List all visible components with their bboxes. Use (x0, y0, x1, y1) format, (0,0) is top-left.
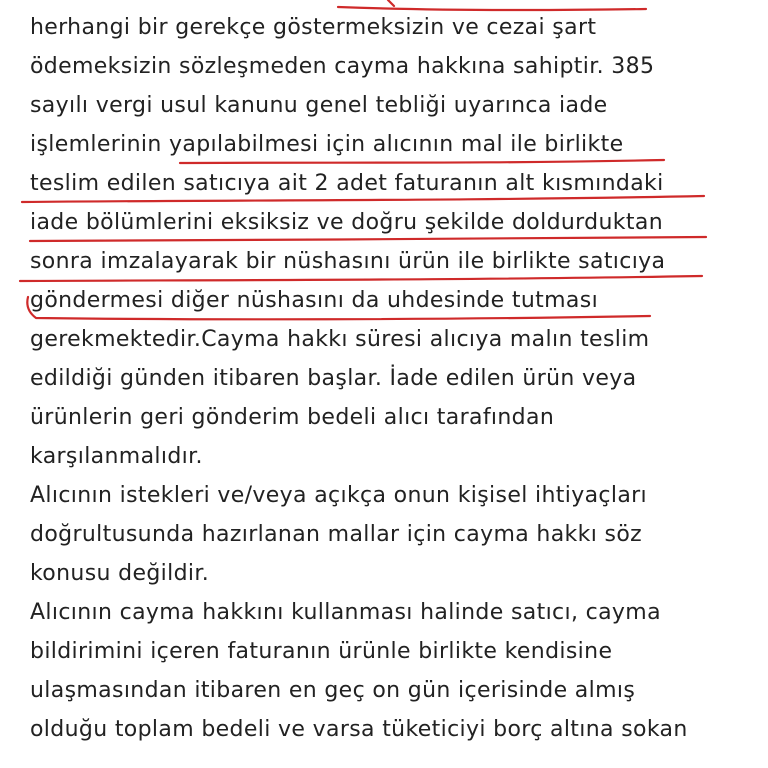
text-line: doğrultusunda hazırlanan mallar için cayma hakkı söz (30, 522, 643, 547)
text-line: bildirimini içeren faturanın ürünle birlikte kendisine (30, 639, 613, 664)
text-line: ödemeksizin sözleşmeden cayma hakkına sahiptir. 385 (30, 54, 655, 79)
ink-tick (388, 0, 394, 6)
text-line: gerekmektedir.Cayma hakkı süresi alıcıya malın teslim (30, 327, 650, 352)
text-line: Alıcının istekleri ve/veya açıkça onun kişisel ihtiyaçları (30, 483, 648, 508)
text-line: olduğu toplam bedeli ve varsa tüketiciyi borç altına sokan (30, 717, 688, 742)
text-line: teslim edilen satıcıya ait 2 adet faturanın alt kısmındaki (30, 171, 664, 196)
text-line: Alıcının cayma hakkını kullanması halinde satıcı, cayma (30, 600, 661, 625)
underline-line-6 (30, 237, 706, 241)
text-line: işlemlerinin yapılabilmesi için alıcının mal ile birlikte (30, 132, 624, 157)
underline-line-7 (20, 276, 702, 281)
text-line: herhangi bir gerekçe göstermeksizin ve cezai şart (30, 15, 597, 40)
text-line: edildiği günden itibaren başlar. İade edilen ürün veya (30, 366, 637, 391)
text-line: göndermesi diğer nüshasını da uhdesinde tutması (30, 288, 599, 313)
underline-line-4 (180, 160, 664, 163)
underline-top (338, 7, 646, 10)
text-line: karşılanmalıdır. (30, 444, 203, 469)
text-line: sayılı vergi usul kanunu genel tebliği uyarınca iade (30, 93, 608, 118)
text-line: iade bölümlerini eksiksiz ve doğru şekilde doldurduktan (30, 210, 663, 235)
text-line: konusu değildir. (30, 561, 210, 586)
text-line: ürünlerin geri gönderim bedeli alıcı tarafından (30, 405, 555, 430)
text-line: sonra imzalayarak bir nüshasını ürün ile birlikte satıcıya (30, 249, 666, 274)
text-line: ulaşmasından itibaren en geç on gün içerisinde almış (30, 678, 636, 703)
